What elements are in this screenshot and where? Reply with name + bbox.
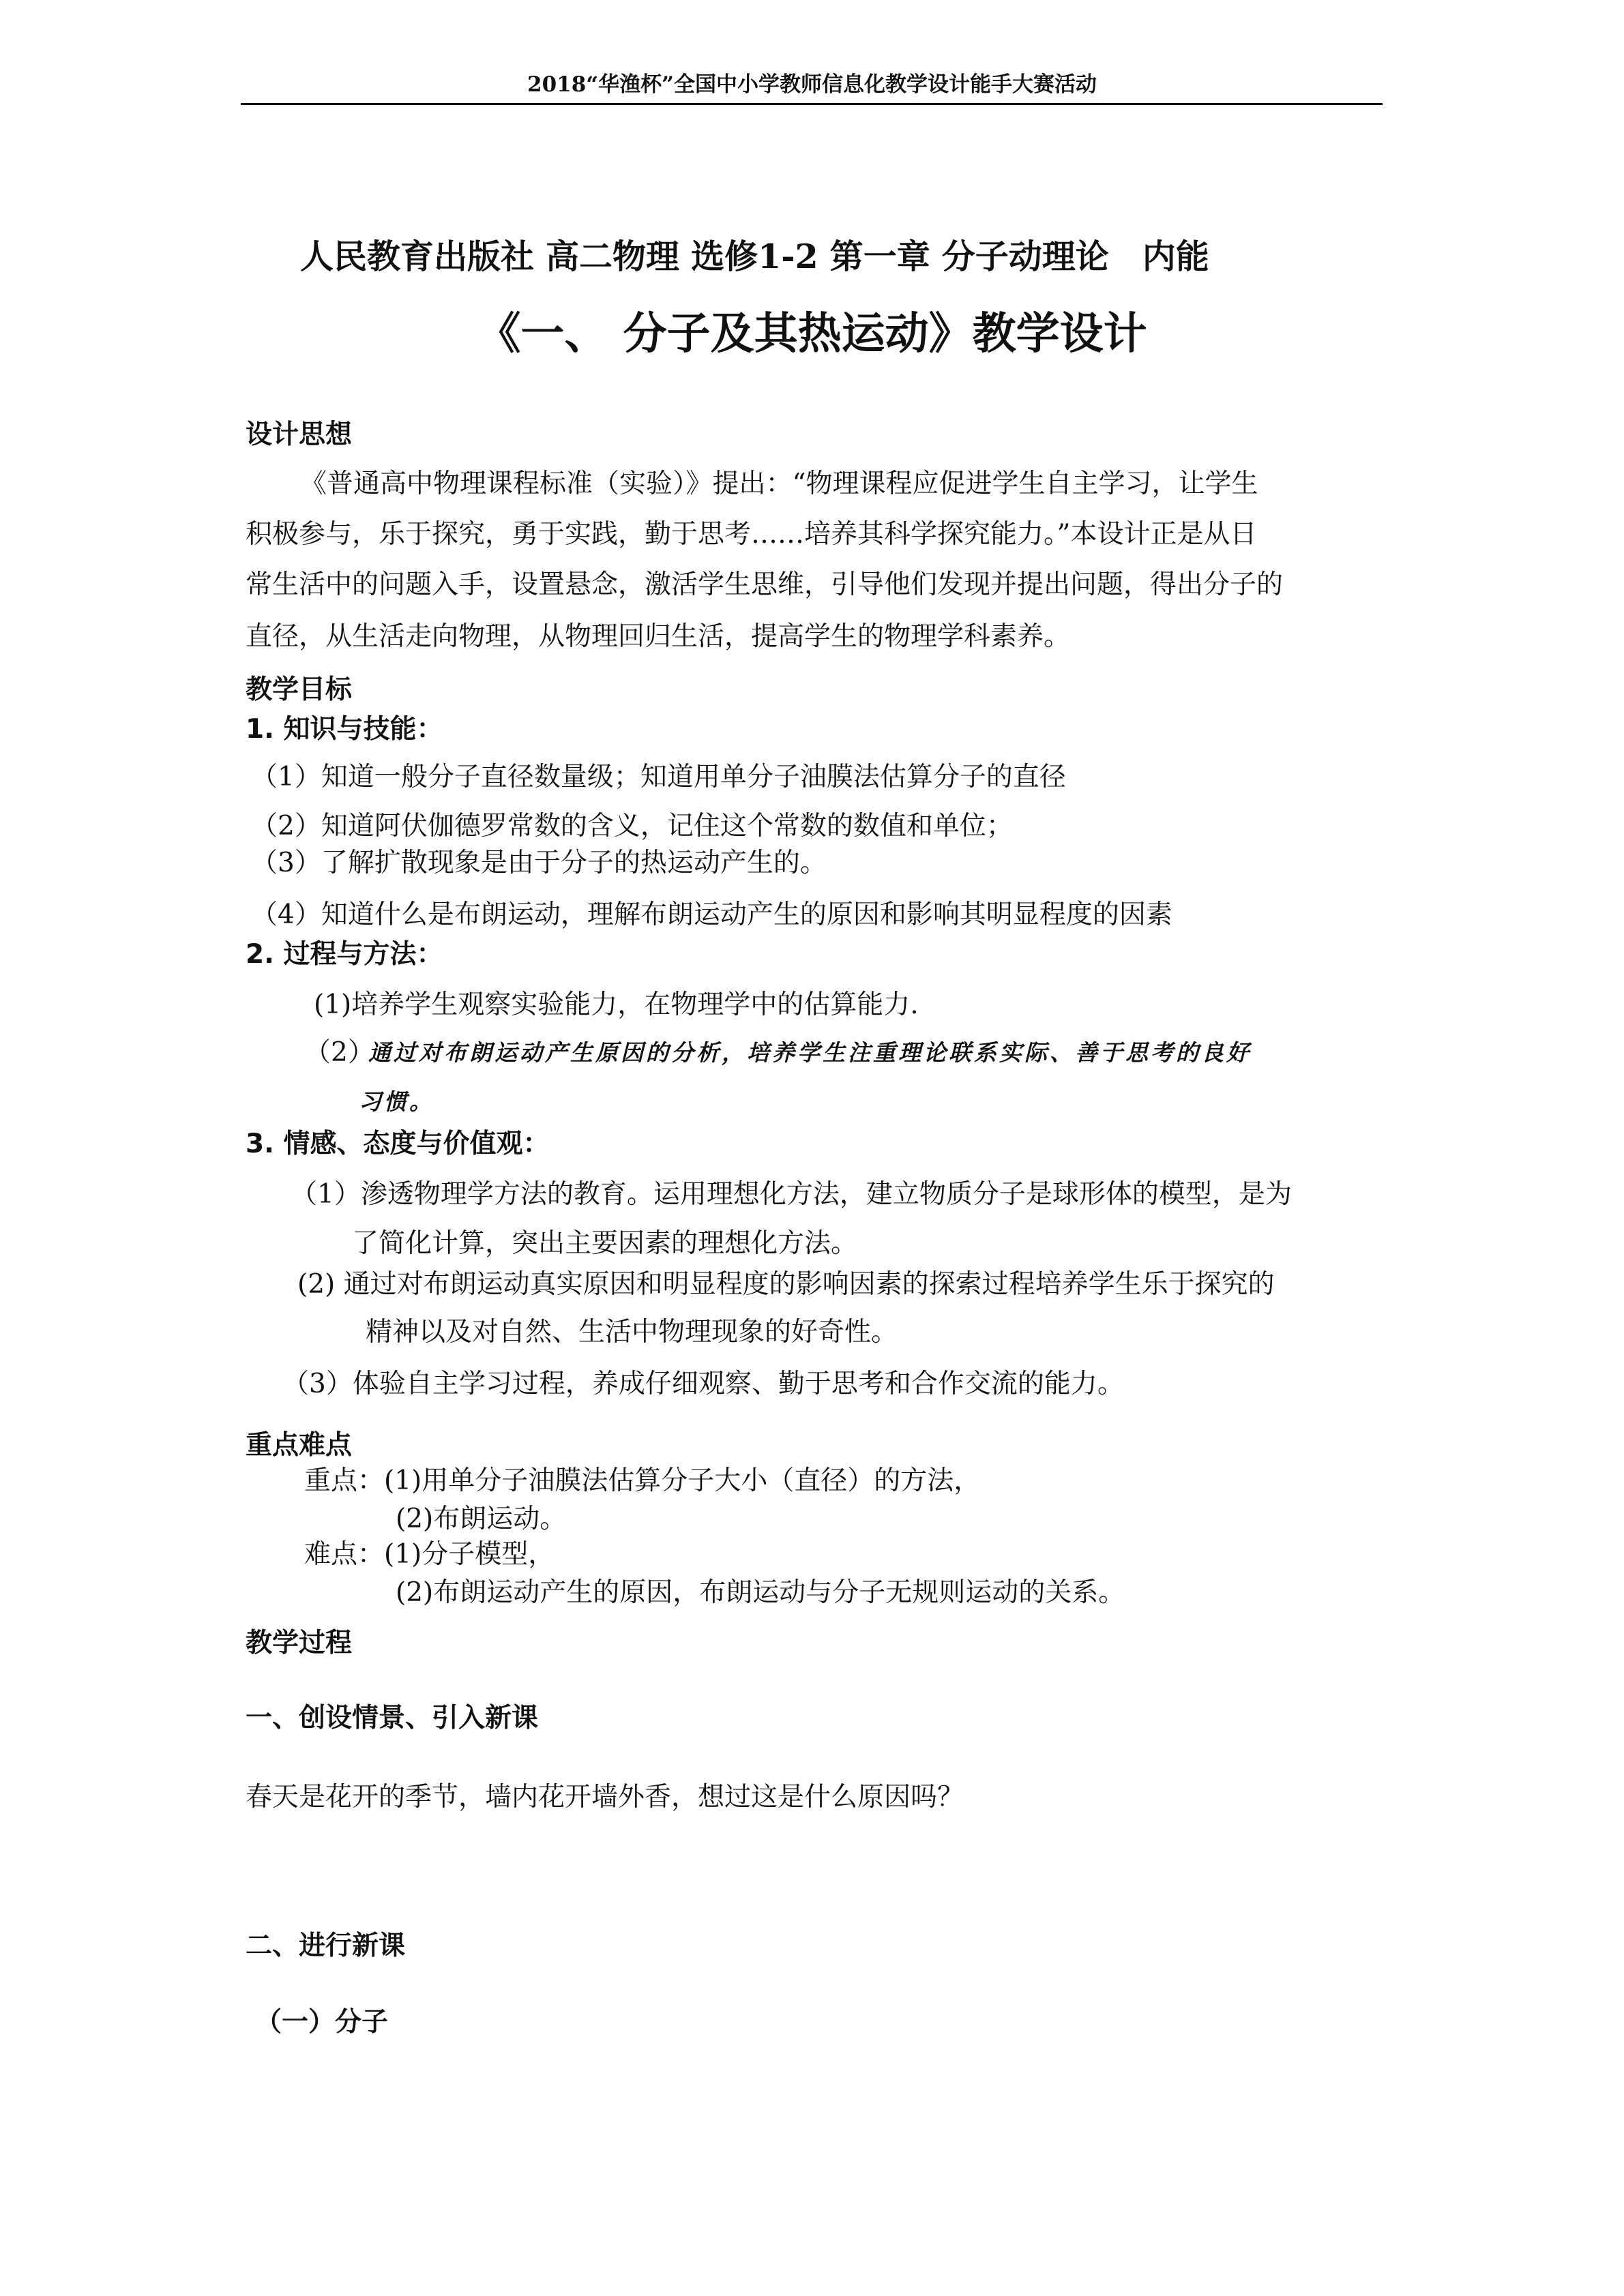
process-method-item-1: (1)培养学生观察实验能力，在物理学中的估算能力. [314, 989, 919, 1020]
knowledge-item-4: （4）知道什么是布朗运动，理解布朗运动产生的原因和影响其明显程度的因素 [251, 899, 1172, 930]
design-thought-line-1: 《普通高中物理课程标准（实验）》提出：“物理课程应促进学生自主学习，让学生 [300, 468, 1258, 499]
difficulty-line-1: 难点：(1)分子模型， [304, 1539, 555, 1570]
design-thought-line-2: 积极参与，乐于探究，勇于实践，勤于思考……培养其科学探究能力。”本设计正是从日 [246, 519, 1257, 550]
attitude-heading: 3. 情感、态度与价值观： [246, 1129, 550, 1159]
attitude-item-1-line-2: 了简化计算，突出主要因素的理想化方法。 [352, 1228, 858, 1259]
objectives-heading: 教学目标 [246, 674, 353, 705]
design-thought-line-4: 直径，从生活走向物理，从物理回归生活，提高学生的物理学科素养。 [246, 621, 1071, 652]
knowledge-item-3: （3）了解扩散现象是由于分子的热运动产生的。 [251, 848, 827, 878]
attitude-item-2-line-2: 精神以及对自然、生活中物理现象的好奇性。 [366, 1317, 898, 1347]
process-method-item-2-line-2: 习惯。 [359, 1088, 434, 1115]
design-thought-heading: 设计思想 [246, 419, 353, 450]
difficulty-line-2: (2)布朗运动产生的原因，布朗运动与分子无规则运动的关系。 [396, 1577, 1125, 1608]
key-point-line-1: 重点：(1)用单分子油膜法估算分子大小（直径）的方法， [304, 1465, 981, 1496]
knowledge-heading: 1. 知识与技能： [246, 714, 443, 745]
part-1-heading: 一、创设情景、引入新课 [246, 1703, 539, 1733]
header-rule [241, 103, 1383, 105]
document-subtitle: 人民教育出版社 高二物理 选修1-2 第一章 分子动理论 内能 [300, 237, 1209, 276]
attitude-item-3: （3）体验自主学习过程，养成仔细观察、勤于思考和合作交流的能力。 [282, 1369, 1124, 1399]
knowledge-item-1: （1）知道一般分子直径数量级；知道用单分子油膜法估算分子的直径 [251, 762, 1066, 792]
process-method-heading: 2. 过程与方法： [246, 939, 443, 970]
key-point-line-2: (2)布朗运动。 [396, 1504, 567, 1534]
knowledge-item-2: （2）知道阿伏伽德罗常数的含义，记住这个常数的数值和单位； [251, 811, 1013, 841]
design-thought-line-3: 常生活中的问题入手，设置悬念，激活学生思维，引导他们发现并提出问题，得出分子的 [246, 569, 1284, 600]
process-method-item-2-lead: （2） [304, 1037, 374, 1068]
attitude-item-1-line-1: （1）渗透物理学方法的教育。运用理想化方法，建立物质分子是球形体的模型，是为 [291, 1179, 1292, 1210]
attitude-item-2-line-1: (2) 通过对布朗运动真实原因和明显程度的影响因素的探索过程培养学生乐于探究的 [297, 1269, 1275, 1300]
document-title: 《一、 分子及其热运动》教学设计 [477, 309, 1147, 359]
part-2-heading: 二、进行新课 [246, 1930, 406, 1961]
teaching-process-heading: 教学过程 [246, 1628, 353, 1658]
page-header: 2018“华渔杯”全国中小学教师信息化教学设计能手大赛活动 [527, 72, 1097, 97]
process-method-item-2-line-1: 通过对布朗运动产生原因的分析，培养学生注重理论联系实际、善于思考的良好 [368, 1039, 1252, 1066]
part-2-subheading: （一）分子 [255, 2007, 389, 2038]
part-1-text: 春天是花开的季节，墙内花开墙外香，想过这是什么原因吗？ [246, 1782, 964, 1813]
key-points-heading: 重点难点 [246, 1430, 353, 1461]
